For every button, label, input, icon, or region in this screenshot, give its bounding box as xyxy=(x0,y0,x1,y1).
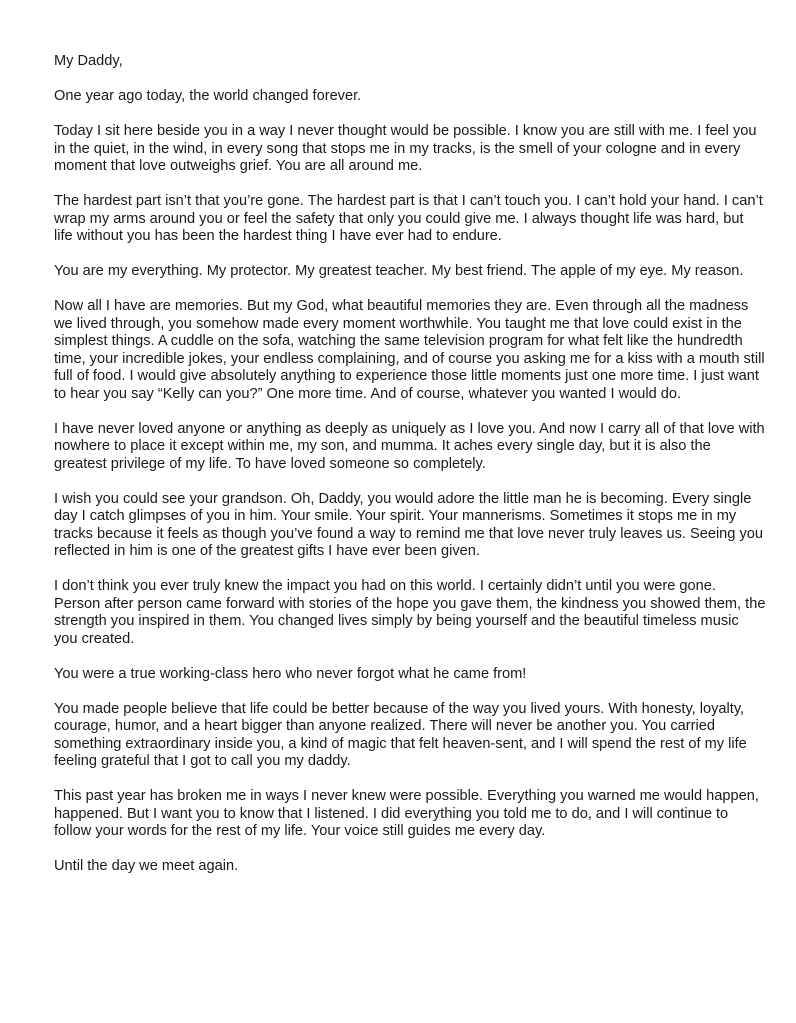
letter-paragraph: The hardest part isn’t that you’re gone. The hardest part is that I can’t touch you. I can’t hold your hand. I can’t wrap my arms around you or feel the safety that only you could give me. I always thought life was hard, but life without you has been the hardest thing I have ever had to endure. xyxy=(54,193,763,244)
letter-paragraph: Now all I have are memories. But my God, what beautiful memories they are. Even through all the madness we lived through, you somehow made every moment worthwhile. You taught me that love could exist in the simplest things. A cuddle on the sofa, watching the same television program for what felt like the hundredth time, your incredible jokes, your endless complaining, and of course you asking me for a kiss with a mouth still full of food. I would give absolutely anything to experience those little moments just one more time. I just want to hear you say “Kelly can you?” One more time. And of course, whatever you wanted I would do. xyxy=(54,298,765,402)
letter-paragraph: One year ago today, the world changed forever. xyxy=(54,88,362,104)
letter-salutation: My Daddy, xyxy=(54,53,123,69)
letter-body xyxy=(54,53,766,876)
letter-paragraph: I have never loved anyone or anything as deeply as uniquely as I love you. And now I carry all of that love with nowhere to place it except within me, my son, and mumma. It aches every single day, but it is also the greatest privilege of my life. To have loved someone so completely. xyxy=(54,420,765,472)
letter-paragraph: You are my everything. My protector. My greatest teacher. My best friend. The apple of my eye. My reason. xyxy=(54,263,744,279)
letter-paragraph: You were a true working-class hero who never forgot what he came from! xyxy=(54,665,527,682)
letter-paragraph: I don’t think you ever truly knew the impact you had on this world. I certainly didn’t until you were gone. Person after person came forward with stories of the hope you gave them, the kindness you showed them, the strength you inspired in them. You changed lives simply by being yourself and the beautiful timeless music you created. xyxy=(54,578,766,647)
letter-paragraph: I wish you could see your grandson. Oh, Daddy, you would adore the little man he is becoming. Every single day I catch glimpses of you in him. Your smile. Your spirit. Your mannerisms. Sometimes it stops me in my tracks because it feels as though you’ve found a way to remind me that love never truly leaves us. Seeing you reflected in him is one of the greatest gifts I have ever been given. xyxy=(54,490,764,559)
letter-paragraph: You made people believe that life could be better because of the way you lived yours. With honesty, loyalty, courage, humor, and a heart bigger than anyone realized. There will never be another you. You carried something extraordinary inside you, a kind of magic that felt heaven-sent, and I will spend the rest of my life feeling grateful that I got to call you my daddy. xyxy=(54,700,747,769)
letter-paragraph: Today I sit here beside you in a way I never thought would be possible. I know you are still with me. I feel you in the quiet, in the wind, in every song that stops me in my tracks, is the smell of your cologne and in every moment that love outweighs grief. You are all around me. xyxy=(54,123,757,174)
letter-paragraph: This past year has broken me in ways I never knew were possible. Everything you warned me would happen, happened. But I want you to know that I listened. I did everything you told me to do, and I will continue to follow your words for the rest of my life. Your voice still guides me every day. xyxy=(54,788,759,839)
letter-closing: Until the day we meet again. xyxy=(54,858,239,874)
